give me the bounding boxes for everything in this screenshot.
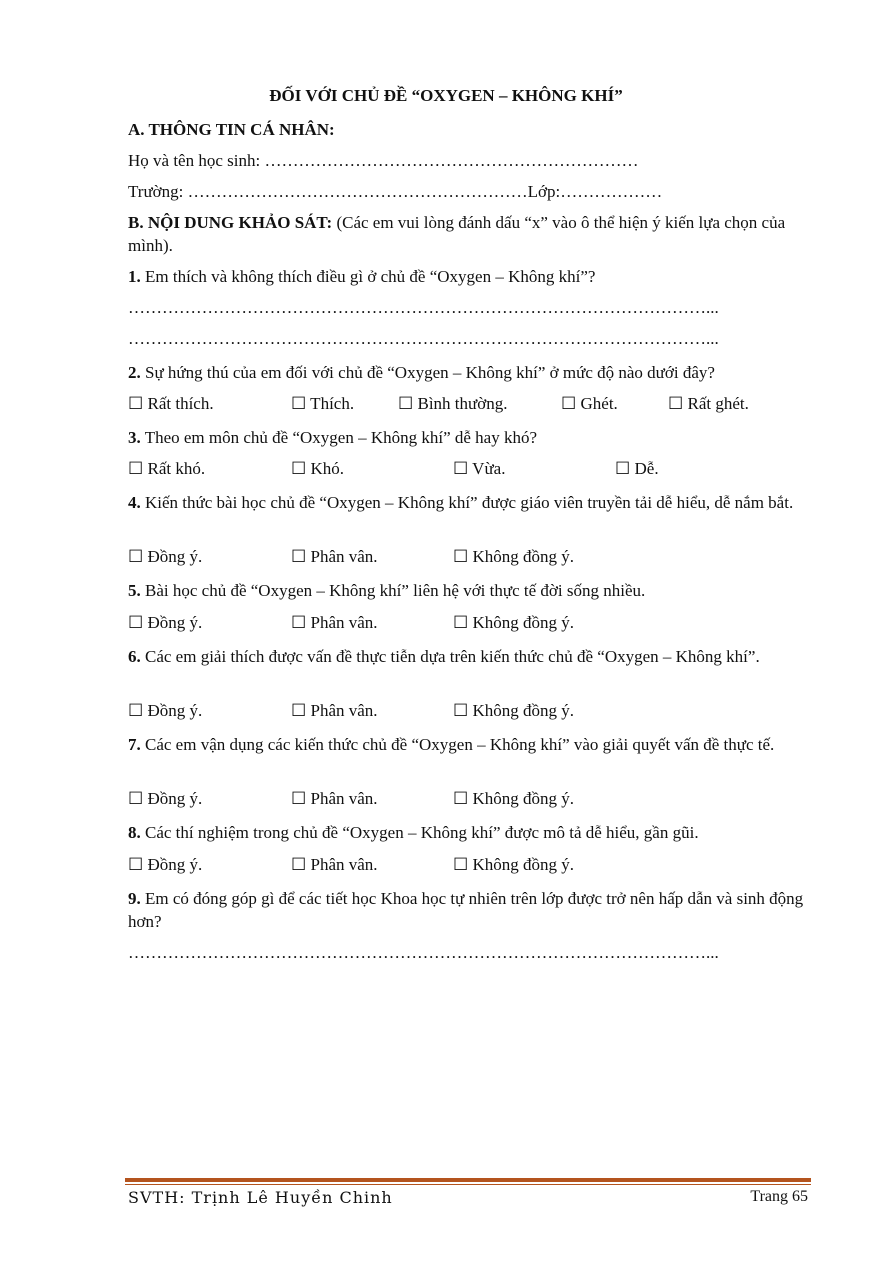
- option-checkbox[interactable]: ☐ Không đồng ý.: [453, 789, 575, 808]
- option-checkbox[interactable]: ☐ Không đồng ý.: [453, 613, 575, 632]
- question-3: [128, 426, 810, 449]
- footer-rule-thick: [125, 1178, 811, 1182]
- option-checkbox[interactable]: ☐ Dễ.: [615, 459, 659, 478]
- option-checkbox[interactable]: ☐ Phân vân.: [291, 547, 378, 566]
- option-checkbox[interactable]: ☐ Rất khó.: [128, 459, 206, 478]
- question-number: 4.: [128, 493, 141, 512]
- answer-line-3: …………………………………………………………………………………………...: [128, 943, 719, 962]
- question-text: Theo em môn chủ đề “Oxygen – Không khí” dễ hay khó?: [140, 428, 538, 447]
- footer-rule-thin: [125, 1184, 811, 1185]
- question-8: [128, 821, 810, 844]
- question-text: Bài học chủ đề “Oxygen – Không khí” liên hệ với thực tế đời sống nhiều.: [140, 581, 646, 600]
- section-a-heading: A. THÔNG TIN CÁ NHÂN:: [128, 120, 335, 139]
- option-checkbox[interactable]: ☐ Phân vân.: [291, 701, 378, 720]
- section-b-instruction: (Các em vui lòng đánh dấu “x” vào ô thể hiện ý kiến lựa chọn của mình).: [128, 213, 786, 255]
- question-number: 8.: [128, 823, 141, 842]
- question-number: 5.: [128, 581, 141, 600]
- option-checkbox[interactable]: ☐ Bình thường.: [398, 394, 508, 413]
- option-checkbox[interactable]: ☐ Không đồng ý.: [453, 855, 575, 874]
- option-checkbox[interactable]: ☐ Đồng ý.: [128, 701, 203, 720]
- question-6: [128, 645, 810, 668]
- option-checkbox[interactable]: ☐ Đồng ý.: [128, 855, 203, 874]
- question-text: Em thích và không thích điều gì ở chủ đề “Oxygen – Không khí”?: [140, 267, 596, 286]
- answer-line-2: …………………………………………………………………………………………...: [128, 329, 719, 348]
- question-text: Các em vận dụng các kiến thức chủ đề “Oxygen – Không khí” vào giải quyết vấn đề thực tế.: [140, 735, 775, 754]
- school-class-field: [128, 180, 810, 203]
- answer-line-1: …………………………………………………………………………………………...: [128, 298, 719, 317]
- section-b-heading: [128, 211, 810, 257]
- option-checkbox[interactable]: ☐ Rất ghét.: [668, 394, 749, 413]
- option-checkbox[interactable]: ☐ Phân vân.: [291, 613, 378, 632]
- question-number: 7.: [128, 735, 141, 754]
- section-b-title: B. NỘI DUNG KHẢO SÁT:: [128, 213, 333, 232]
- option-checkbox[interactable]: ☐ Không đồng ý.: [453, 701, 575, 720]
- school-field: Trường: ……………………………………………………: [128, 182, 528, 201]
- option-checkbox[interactable]: ☐ Không đồng ý.: [453, 547, 575, 566]
- question-7: [128, 733, 810, 756]
- question-number: 9.: [128, 889, 141, 908]
- option-checkbox[interactable]: ☐ Rất thích.: [128, 394, 214, 413]
- question-2: [128, 361, 810, 384]
- question-number: 1.: [128, 267, 141, 286]
- option-checkbox[interactable]: ☐ Ghét.: [561, 394, 618, 413]
- option-checkbox[interactable]: ☐ Đồng ý.: [128, 547, 203, 566]
- question-1: [128, 265, 810, 288]
- option-checkbox[interactable]: ☐ Phân vân.: [291, 855, 378, 874]
- question-text: Kiến thức bài học chủ đề “Oxygen – Không khí” được giáo viên truyền tải dễ hiểu, dễ nắm bắt.: [140, 493, 794, 512]
- option-checkbox[interactable]: ☐ Đồng ý.: [128, 789, 203, 808]
- footer-author: SVTH: Trịnh Lê Huyền Chinh: [128, 1188, 393, 1207]
- page-title: ĐỐI VỚI CHỦ ĐỀ “OXYGEN – KHÔNG KHÍ”: [269, 86, 623, 105]
- question-text: Các em giải thích được vấn đề thực tiễn dựa trên kiến thức chủ đề “Oxygen – Không khí”.: [140, 647, 760, 666]
- question-4: [128, 491, 810, 514]
- question-text: Các thí nghiệm trong chủ đề “Oxygen – Không khí” được mô tả dễ hiểu, gần gũi.: [140, 823, 699, 842]
- page-number: Trang 65: [750, 1188, 808, 1205]
- question-number: 2.: [128, 363, 141, 382]
- question-5: [128, 579, 810, 602]
- option-checkbox[interactable]: ☐ Phân vân.: [291, 789, 378, 808]
- question-number: 3.: [128, 428, 141, 447]
- student-name-field: Họ và tên học sinh: …………………………………………………………: [128, 151, 639, 170]
- question-text: Sự hứng thú của em đối với chủ đề “Oxygen – Không khí” ở mức độ nào dưới đây?: [140, 363, 715, 382]
- question-text: Em có đóng góp gì để các tiết học Khoa học tự nhiên trên lớp được trở nên hấp dẫn và sinh động hơn?: [128, 889, 804, 931]
- class-field: Lớp:………………: [527, 182, 663, 201]
- option-checkbox[interactable]: ☐ Đồng ý.: [128, 613, 203, 632]
- option-checkbox[interactable]: ☐ Vừa.: [453, 459, 506, 478]
- option-checkbox[interactable]: ☐ Khó.: [291, 459, 345, 478]
- question-number: 6.: [128, 647, 141, 666]
- question-9: [128, 887, 810, 933]
- option-checkbox[interactable]: ☐ Thích.: [291, 394, 355, 413]
